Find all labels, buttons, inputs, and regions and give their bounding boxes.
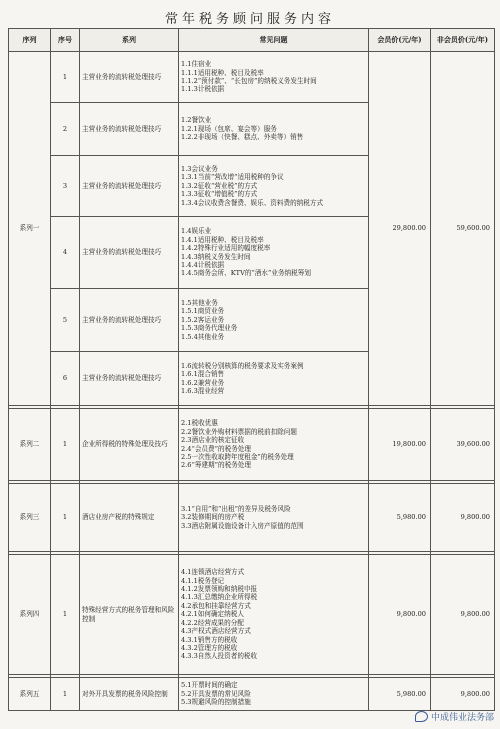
questions-cell	[179, 156, 369, 217]
header-nonmember-price: 非会员价(元/年)	[431, 29, 495, 52]
question-item: 1.5.2客运业务	[181, 315, 225, 324]
question-item: 1.4.1适用税种、税目及税率	[181, 235, 264, 244]
header-series: 序列	[9, 29, 51, 52]
question-item: 3.3酒店附属设施设备计入房产原值的范围	[181, 521, 304, 530]
question-item: 1.3会议业务	[181, 164, 218, 173]
header-questions: 常见问题	[179, 29, 369, 52]
nonmember-price-cell: 9,800.00	[431, 484, 495, 552]
questions-cell	[179, 409, 369, 481]
category-cell: 主营业务的流转税处理技巧	[80, 217, 179, 289]
category-cell: 主营业务的流转税处理技巧	[80, 156, 179, 217]
questions-cell	[179, 52, 369, 103]
page-title: 常年税务顾问服务内容	[164, 12, 335, 27]
question-item: 1.3.2征收“营业税”的方式	[181, 181, 258, 190]
question-item: 1.2.1现场（包席、宴会等）服务	[181, 124, 277, 133]
nonmember-price-cell: 39,600.00	[431, 409, 495, 481]
member-price-cell: 5,980.00	[369, 678, 431, 711]
member-price-cell: 19,800.00	[369, 409, 431, 481]
service-table	[8, 28, 495, 711]
question-item: 2.1税收优惠	[181, 419, 218, 428]
question-item: 1.3.4会议收费含餐费、娱乐、资料费的纳税方式	[181, 198, 324, 207]
question-item: 1.5.4其他业务	[181, 332, 225, 341]
questions-cell	[179, 678, 369, 711]
question-item: 5.3规避风险的控制措施	[181, 698, 251, 707]
questions-cell	[179, 289, 369, 352]
watermark-text: 中成伟业法务部	[430, 713, 494, 723]
series-cell: 系列五	[9, 678, 51, 711]
question-item: 1.4.4计税依据	[181, 260, 225, 269]
watermark	[415, 710, 494, 723]
question-item: 4.2.2经营成果的分配	[181, 618, 244, 627]
question-item: 5.2开具发票的常见风险	[181, 689, 251, 698]
question-item: 1.3.3征收“增值税”的方式	[181, 190, 258, 199]
table-row	[9, 555, 495, 675]
question-item: 1.4.2特殊行业适用的幅度税率	[181, 244, 271, 253]
question-item: 1.5.3商务代理业务	[181, 324, 238, 333]
question-item: 1.1.2“预付款”、“长包房”的纳税义务发生时间	[181, 77, 317, 85]
num-cell: 1	[51, 555, 80, 675]
question-item: 4.3.3自然人投资者的税收	[181, 652, 258, 661]
question-item: 1.6.1混合销售	[181, 370, 225, 379]
series-cell: 系列一	[9, 52, 51, 406]
member-price-cell: 5,980.00	[369, 484, 431, 552]
category-cell: 主营业务的流转税处理技巧	[80, 352, 179, 406]
questions-cell	[179, 555, 369, 675]
header-category: 系列	[80, 29, 179, 52]
header-member-price: 会员价(元/年)	[369, 29, 431, 52]
table-row	[9, 678, 495, 711]
question-item: 1.1.3计税依据	[181, 85, 225, 94]
category-cell: 企业所得税的特殊处理及技巧	[80, 409, 179, 481]
num-cell: 1	[51, 678, 80, 711]
table-row	[9, 409, 495, 481]
header-num: 序号	[51, 29, 80, 52]
num-cell: 1	[51, 52, 80, 103]
question-item: 4.2.1如何确定纳税人	[181, 610, 244, 619]
question-item: 4.3.2管理方的税收	[181, 644, 238, 653]
question-item: 1.4.3纳税义务发生时间	[181, 252, 251, 261]
question-item: 2.2餐饮业外购材料票据的税前扣除问题	[181, 427, 297, 436]
question-item: 4.1.3汇总缴纳企业所得税	[181, 593, 258, 602]
question-item: 4.1.2发票领购和纳税申报	[181, 584, 258, 593]
member-price-cell: 29,800.00	[369, 52, 431, 406]
question-item: 1.6.2兼营业务	[181, 378, 225, 387]
question-item: 2.5一次性收取跨年度租金”的税务处理	[181, 452, 294, 461]
questions-cell	[179, 103, 369, 156]
questions-cell	[179, 352, 369, 406]
category-cell: 酒店业房产税的特殊规定	[80, 484, 179, 552]
category-cell: 对外开具发票的税务风险控制	[80, 678, 179, 711]
question-item: 1.1住宿业	[181, 60, 212, 69]
question-item: 2.6“筹建期”的税务处理	[181, 461, 251, 470]
question-item: 4.3产权式酒店经营方式	[181, 627, 251, 636]
question-item: 1.6流转税分别核算的税务要求及实务案例	[181, 361, 304, 370]
question-item: 5.1开票时间的确定	[181, 681, 238, 690]
question-item: 1.6.3混业经营	[181, 386, 225, 395]
category-cell: 主营业务的流转税处理技巧	[80, 103, 179, 156]
question-item: 4.2承包和挂靠经营方式	[181, 601, 251, 610]
category-cell: 主营业务的流转税处理技巧	[80, 289, 179, 352]
question-item: 4.1连锁酒店经营方式	[181, 568, 245, 577]
table-row	[9, 52, 495, 103]
num-cell: 1	[51, 484, 80, 552]
nonmember-price-cell: 9,800.00	[431, 678, 495, 711]
wechat-icon	[415, 711, 428, 722]
num-cell: 1	[51, 409, 80, 481]
table-header-row	[9, 29, 495, 52]
question-item: 4.3.1销售方的税收	[181, 635, 238, 644]
category-cell: 特殊经营方式的税务管理和风险控制	[80, 555, 179, 675]
series-cell: 系列二	[9, 409, 51, 481]
question-item: 2.4“会员费”的税务处理	[181, 444, 251, 453]
series-cell: 系列三	[9, 484, 51, 552]
question-item: 1.4娱乐业	[181, 227, 212, 236]
nonmember-price-cell: 59,600.00	[431, 52, 495, 406]
question-item: 3.2装修期间的房产税	[181, 513, 245, 522]
question-item: 2.3酒店业的核定征收	[181, 436, 245, 445]
category-cell: 主营业务的流转税处理技巧	[80, 52, 179, 103]
question-item: 1.1.1适用税种、税目及税率	[181, 68, 264, 77]
series-cell: 系列四	[9, 555, 51, 675]
num-cell: 5	[51, 289, 80, 352]
question-item: 1.5.1商贸业务	[181, 307, 225, 316]
table-body	[9, 52, 495, 711]
question-item: 3.1“自用”和“出租”的差异及税务风险	[181, 504, 291, 513]
num-cell: 2	[51, 103, 80, 156]
question-item: 1.5其他业务	[181, 298, 218, 307]
member-price-cell: 9,800.00	[369, 555, 431, 675]
nonmember-price-cell: 9,800.00	[431, 555, 495, 675]
table-row	[9, 484, 495, 552]
question-item: 1.2餐饮业	[181, 116, 212, 125]
question-item: 1.3.1当前“营改增”适用税种的争议	[181, 173, 284, 182]
num-cell: 4	[51, 217, 80, 289]
question-item: 1.4.5商务会所、KTV的“酒水”业务纳税筹划	[181, 269, 311, 278]
num-cell: 3	[51, 156, 80, 217]
questions-cell	[179, 484, 369, 552]
questions-cell	[179, 217, 369, 289]
question-item: 1.2.2非现场（快餐、糕点、外卖等）销售	[181, 133, 304, 142]
num-cell: 6	[51, 352, 80, 406]
question-item: 4.1.1税务登记	[181, 576, 225, 585]
